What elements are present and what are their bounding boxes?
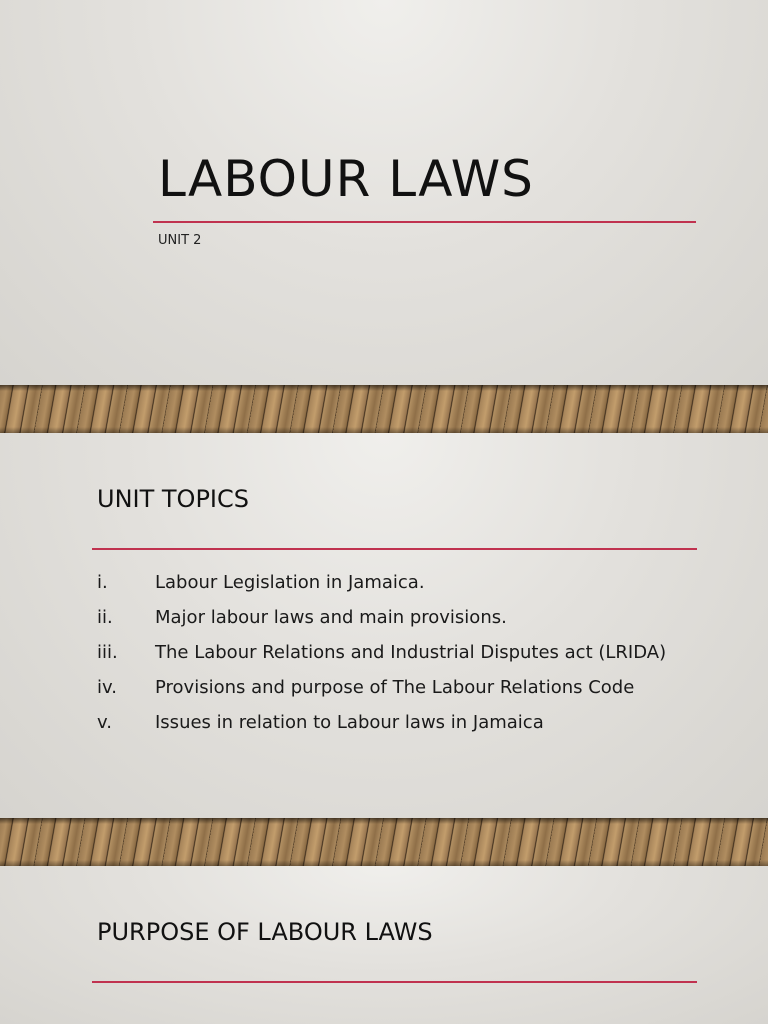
topic-number: i. [97,572,108,593]
purpose-divider [92,981,697,983]
topic-number: iv. [97,677,117,698]
slide-subtitle: UNIT 2 [158,233,202,248]
list-item [97,569,687,596]
list-item [97,604,687,631]
topic-list [97,569,687,744]
slide-purpose [0,866,768,1024]
purpose-heading: PURPOSE OF LABOUR LAWS [97,918,433,946]
topic-text: Labour Legislation in Jamaica. [155,572,425,593]
topic-text: Major labour laws and main provisions. [155,607,507,628]
slide-unit-topics [0,433,768,818]
topic-text: The Labour Relations and Industrial Disputes act (LRIDA) [155,642,667,663]
topic-number: ii. [97,607,113,628]
wood-floor-separator [0,818,768,866]
title-divider [153,221,696,223]
wood-floor-separator [0,385,768,433]
list-item [97,674,687,701]
list-item [97,639,687,666]
topic-number: iii. [97,642,118,663]
topic-number: v. [97,712,112,733]
slide-title [0,0,768,385]
unit-topics-heading: UNIT TOPICS [97,485,249,513]
list-item [97,709,687,736]
slide-title-heading: LABOUR LAWS [158,150,534,208]
topic-text: Provisions and purpose of The Labour Relations Code [155,677,635,698]
topics-divider [92,548,697,550]
topic-text: Issues in relation to Labour laws in Jamaica [155,712,544,733]
